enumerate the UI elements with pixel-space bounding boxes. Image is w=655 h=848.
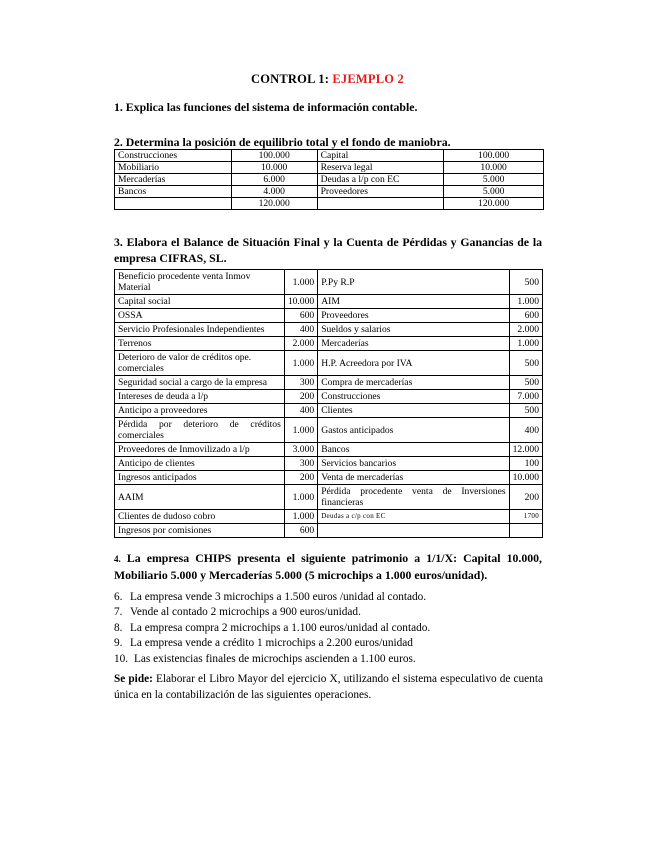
table-cell: 120.000 (444, 198, 544, 210)
question-4-number: 4. (114, 554, 121, 564)
list-item-text: Vende al contado 2 microchips a 900 euros/unidad. (130, 606, 361, 619)
table-cell: 400 (284, 323, 317, 337)
table-row (115, 485, 543, 510)
table-cell: Beneficio procedente venta Inmov Material (115, 270, 285, 295)
table-cell: 200 (509, 485, 542, 510)
task-text: Elaborar el Libro Mayor del ejercicio X, utilizando el sistema especulativo de cuenta única en la contabilización de las siguientes operaciones. (114, 673, 543, 701)
task-label: Se pide: (114, 673, 153, 685)
table-cell (317, 198, 444, 210)
question-1: 1. Explica las funciones del sistema de información contable. (114, 100, 418, 114)
table-cell: Construcciones (115, 150, 232, 162)
table-cell: Sueldos y salarios (318, 323, 509, 337)
title-highlight: EJEMPLO 2 (332, 72, 404, 86)
list-item-number: 7. (114, 606, 123, 619)
table-cell: 100 (509, 457, 542, 471)
table-cell: Mobiliario (115, 162, 232, 174)
table-row (115, 323, 543, 337)
table-cell: 1.000 (284, 510, 317, 524)
table-cell: 2.000 (509, 323, 542, 337)
table-cell: Servicio Profesionales Independientes (115, 323, 285, 337)
list-item (114, 636, 544, 651)
table-cell: Mercaderías (115, 174, 232, 186)
list-item (114, 590, 544, 605)
table-cell: Mercaderías (318, 337, 509, 351)
table-cell (115, 198, 232, 210)
table-cell: 500 (509, 376, 542, 390)
list-item-text: La empresa vende a crédito 1 microchips a 2.200 euros/unidad (130, 637, 413, 650)
table-cell: Proveedores (318, 309, 509, 323)
table-row (115, 270, 543, 295)
table-cell: Terrenos (115, 337, 285, 351)
table-cell: Proveedores de Inmovilizado a l/p (115, 443, 285, 457)
table-cell: Capital (317, 150, 444, 162)
table-cell: Construcciones (318, 390, 509, 404)
table-cell: Deudas a c/p con EC (318, 510, 509, 524)
table-cell: 600 (284, 524, 317, 538)
table-row (115, 457, 543, 471)
table-cell: 12.000 (509, 443, 542, 457)
table-cell: 200 (284, 390, 317, 404)
list-item (114, 621, 544, 636)
table-cell: 1.000 (284, 270, 317, 295)
table-cell: 1.000 (284, 418, 317, 443)
table-cell: 1.000 (284, 351, 317, 376)
table-row (115, 309, 543, 323)
table-cell: 600 (284, 309, 317, 323)
table-cell: 600 (509, 309, 542, 323)
table-row (115, 351, 543, 376)
table-row (115, 418, 543, 443)
table-cell: Ingresos anticipados (115, 471, 285, 485)
table-cell: Bancos (318, 443, 509, 457)
page-title (0, 72, 655, 87)
table-cell: Clientes de dudoso cobro (115, 510, 285, 524)
table-row (115, 162, 544, 174)
table-cell: 10.000 (231, 162, 317, 174)
table-row (115, 376, 543, 390)
table-cell: 500 (509, 404, 542, 418)
table-row (115, 174, 544, 186)
table-cell: H.P. Acreedora por IVA (318, 351, 509, 376)
table-cell: 1700 (509, 510, 542, 524)
table-cell: 300 (284, 457, 317, 471)
table-cell (509, 524, 542, 538)
list-item-text: Las existencias finales de microchips ascienden a 1.100 euros. (134, 652, 416, 665)
table-row (115, 443, 543, 457)
list-item-number: 8. (114, 621, 123, 634)
table-cell: 500 (509, 351, 542, 376)
list-item (114, 652, 544, 667)
table-cell: Anticipo a proveedores (115, 404, 285, 418)
list-item-text: La empresa compra 2 microchips a 1.100 euros/unidad al contado. (130, 621, 431, 634)
table-row (115, 186, 544, 198)
table-cell: Pérdida por deterioro de créditos comerciales (115, 418, 285, 443)
list-item-number: 10. (114, 652, 129, 665)
table-row (115, 295, 543, 309)
table-cell: Servicios bancarios (318, 457, 509, 471)
table-cell: AIM (318, 295, 509, 309)
table-row (115, 150, 544, 162)
list-item-number: 6. (114, 591, 123, 603)
table-cell (318, 524, 509, 538)
table-cell: 120.000 (231, 198, 317, 210)
table-cell: P.Py R.P (318, 270, 509, 295)
balance-table (114, 269, 543, 538)
table-cell: 6.000 (231, 174, 317, 186)
table-cell: 10.000 (284, 295, 317, 309)
question-4-text: La empresa CHIPS presenta el siguiente patrimonio a 1/1/X: Capital 10.000, Mobiliario 5.000 y Mercaderías 5.000 (5 microchips a 1.000 euros/unidad). (114, 551, 542, 582)
table-row (115, 404, 543, 418)
table-cell: OSSA (115, 309, 285, 323)
table-cell: 7.000 (509, 390, 542, 404)
table-row (115, 510, 543, 524)
table-cell: Seguridad social a cargo de la empresa (115, 376, 285, 390)
table-cell: 5.000 (444, 186, 544, 198)
table-cell: Capital social (115, 295, 285, 309)
question-4 (114, 550, 542, 583)
question-2: 2. Determina la posición de equilibrio total y el fondo de maniobra. (114, 135, 451, 149)
table-row (115, 524, 543, 538)
table-cell: 200 (284, 471, 317, 485)
table-cell: 5.000 (444, 174, 544, 186)
table-cell: 2.000 (284, 337, 317, 351)
table-cell: Deudas a l/p con EC (317, 174, 444, 186)
table-cell: 10.000 (444, 162, 544, 174)
table-cell: Gastos anticipados (318, 418, 509, 443)
question-3: 3. Elabora el Balance de Situación Final y la Cuenta de Pérdidas y Ganancias de la empresa CIFRAS, SL. (114, 235, 542, 265)
table-cell: Bancos (115, 186, 232, 198)
table-cell: 100.000 (444, 150, 544, 162)
table-row (115, 337, 543, 351)
table-cell: 500 (509, 270, 542, 295)
table-cell: Clientes (318, 404, 509, 418)
table-row (115, 471, 543, 485)
table-cell: Intereses de deuda a l/p (115, 390, 285, 404)
table-cell: Pérdida procedente venta de Inversiones financieras (318, 485, 509, 510)
list-item (114, 605, 544, 620)
table-cell: Anticipo de clientes (115, 457, 285, 471)
table-row (115, 198, 544, 210)
equilibrium-table (114, 149, 544, 210)
table-cell: 100.000 (231, 150, 317, 162)
table-cell: Deterioro de valor de créditos ope. comerciales (115, 351, 285, 376)
table-cell: 4.000 (231, 186, 317, 198)
table-cell: Reserva legal (317, 162, 444, 174)
task-note (114, 672, 543, 703)
table-cell: 1.000 (509, 295, 542, 309)
table-cell: Venta de mercaderías (318, 471, 509, 485)
table-cell: 400 (509, 418, 542, 443)
table-cell: 400 (284, 404, 317, 418)
list-item-text: La empresa vende 3 microchips a 1.500 euros /unidad al contado. (130, 591, 427, 603)
table-cell: 1.000 (284, 485, 317, 510)
table-cell: 3.000 (284, 443, 317, 457)
table-cell: AAIM (115, 485, 285, 510)
table-cell: 300 (284, 376, 317, 390)
table-cell: Proveedores (317, 186, 444, 198)
operations-list (114, 590, 544, 667)
table-cell: 1.000 (509, 337, 542, 351)
table-cell: Compra de mercaderías (318, 376, 509, 390)
table-cell: Ingresos por comisiones (115, 524, 285, 538)
list-item-number: 9. (114, 637, 123, 650)
title-prefix: CONTROL 1: (251, 72, 333, 86)
table-row (115, 390, 543, 404)
table-cell: 10.000 (509, 471, 542, 485)
